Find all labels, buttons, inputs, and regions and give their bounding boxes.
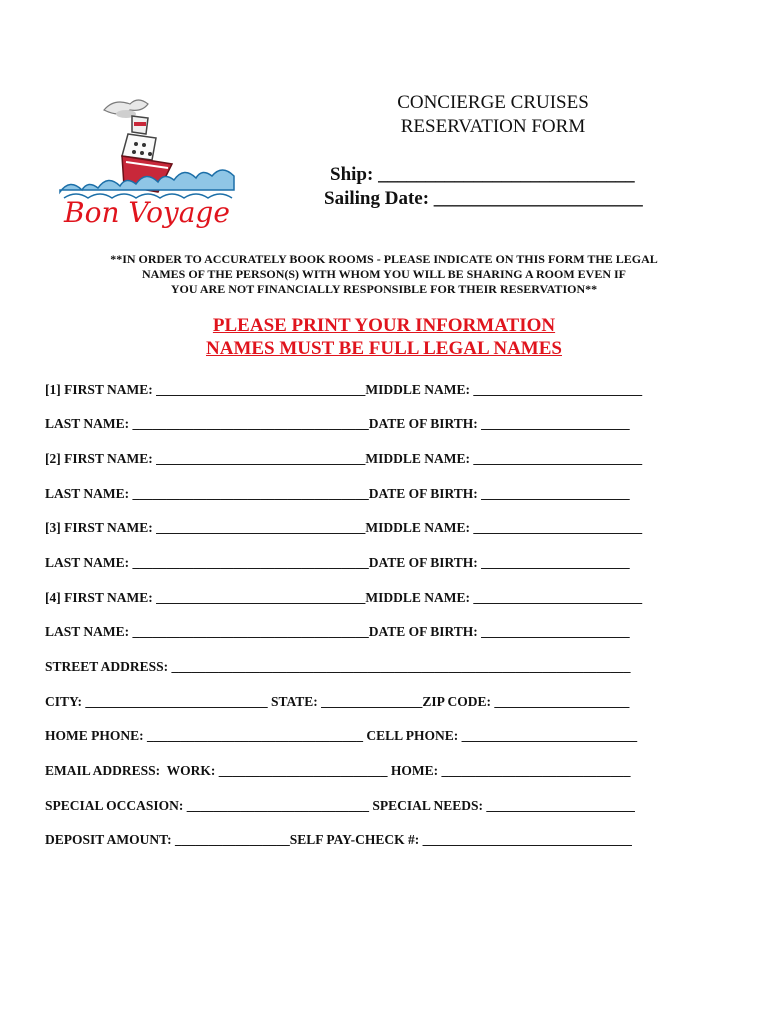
phone-row[interactable]: HOME PHONE: ________________________________ CELL PHONE: __________________________ (45, 728, 638, 743)
logo-script-text: Bon Voyage (64, 196, 230, 229)
traveler-4-last-dob-row[interactable]: LAST NAME: ___________________________________DATE OF BIRTH: ______________________ (45, 624, 630, 639)
traveler-1-name-row[interactable]: [1] FIRST NAME: _______________________________MIDDLE NAME: _________________________ (45, 382, 643, 397)
title-line-2: RESERVATION FORM (400, 116, 586, 137)
bon-voyage-logo (52, 92, 242, 232)
street-address-row[interactable]: STREET ADDRESS: ____________________________________________________________________ (45, 659, 631, 674)
traveler-4-name-row[interactable]: [4] FIRST NAME: _______________________________MIDDLE NAME: _________________________ (45, 590, 643, 605)
ship-blank[interactable]: ___________________________ (378, 164, 635, 185)
traveler-2-last-dob-row[interactable]: LAST NAME: ___________________________________DATE OF BIRTH: ______________________ (45, 486, 630, 501)
title-line-1: CONCIERGE CRUISES (397, 92, 589, 113)
sailing-date-label: Sailing Date: (324, 188, 430, 209)
traveler-2-name-row[interactable]: [2] FIRST NAME: _______________________________MIDDLE NAME: _________________________ (45, 451, 643, 466)
cruise-ship-icon (52, 92, 242, 232)
traveler-1-last-dob-row[interactable]: LAST NAME: ___________________________________DATE OF BIRTH: ______________________ (45, 416, 630, 431)
traveler-3-name-row[interactable]: [3] FIRST NAME: _______________________________MIDDLE NAME: _________________________ (45, 520, 643, 535)
sailing-date-field[interactable] (324, 188, 643, 210)
sharing-notice (70, 252, 698, 297)
notice-line-2: NAMES OF THE PERSON(S) WITH WHOM YOU WILL BE SHARING A ROOM EVEN IF (142, 267, 626, 281)
notice-line-1: **IN ORDER TO ACCURATELY BOOK ROOMS - PLEASE INDICATE ON THIS FORM THE LEGAL (110, 252, 658, 266)
form-title (330, 91, 656, 139)
email-row[interactable]: EMAIL ADDRESS: WORK: _________________________ HOME: ____________________________ (45, 763, 631, 778)
instruction-line-2: NAMES MUST BE FULL LEGAL NAMES (206, 338, 562, 359)
ship-label: Ship: (330, 164, 374, 185)
deposit-row[interactable]: DEPOSIT AMOUNT: _________________SELF PAY-CHECK #: _______________________________ (45, 832, 632, 847)
notice-line-3: YOU ARE NOT FINANCIALLY RESPONSIBLE FOR THEIR RESERVATION** (170, 282, 598, 296)
traveler-3-last-dob-row[interactable]: LAST NAME: ___________________________________DATE OF BIRTH: ______________________ (45, 555, 630, 570)
city-state-zip-row[interactable]: CITY: ___________________________ STATE: _______________ZIP CODE: ____________________ (45, 694, 630, 709)
instruction-line-1: PLEASE PRINT YOUR INFORMATION (212, 315, 556, 336)
occasion-needs-row[interactable]: SPECIAL OCCASION: ___________________________ SPECIAL NEEDS: ______________________ (45, 798, 635, 813)
sailing-date-blank[interactable]: ______________________ (433, 188, 643, 209)
ship-field[interactable] (330, 164, 635, 186)
